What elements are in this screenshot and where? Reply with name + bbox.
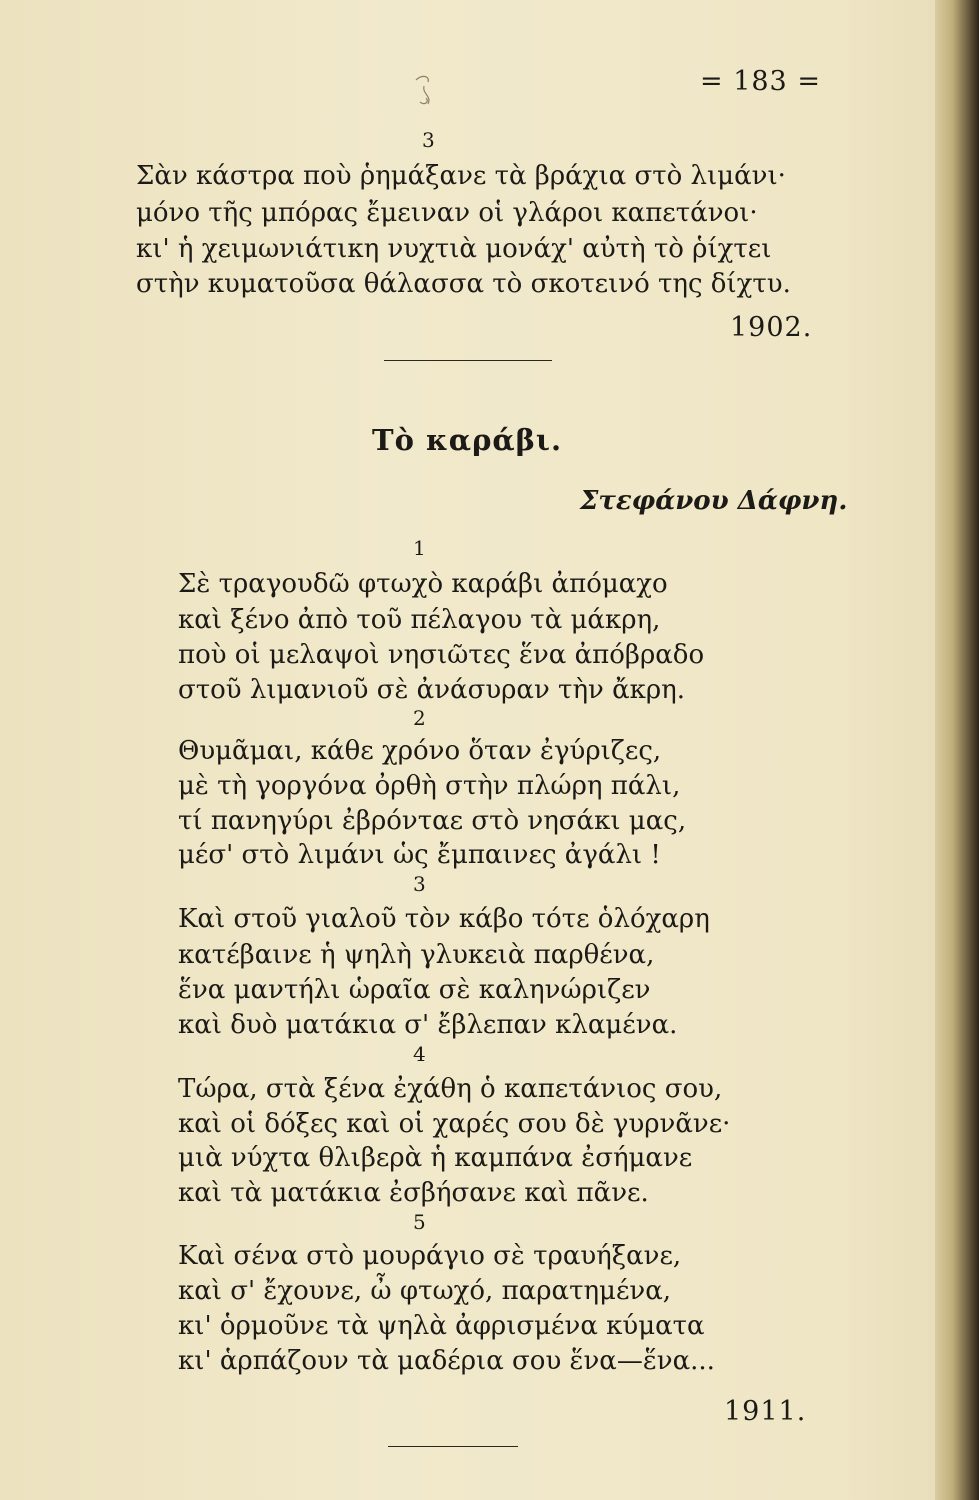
verse-line: Σὰν κάστρα ποὺ ῥημάξανε τὰ βράχια στὸ λιμάνι· [136, 161, 786, 191]
book-spine-shadow [935, 0, 979, 1500]
verse-line: Καὶ στοῦ γιαλοῦ τὸν κάβο τότε ὁλόχαρη [178, 904, 710, 934]
stanza-number: 1 [413, 536, 426, 560]
verse-line: καὶ δυὸ ματάκια σ' ἔβλεπαν κλαμένα. [178, 1010, 678, 1040]
verse-line: κι' ἡ χειμωνιάτικη νυχτιὰ μονάχ' αὐτὴ τὸ ῥίχτει [136, 234, 772, 264]
verse-line: κι' ὁρμοῦνε τὰ ψηλὰ ἀφρισμένα κύματα [178, 1311, 705, 1341]
verse-line: καὶ οἱ δόξες καὶ οἱ χαρές σου δὲ γυρνᾶνε· [178, 1109, 731, 1139]
stanza-number: 2 [413, 706, 426, 730]
section-divider [388, 1446, 518, 1447]
verse-line: Τώρα, στὰ ξένα ἐχάθη ὁ καπετάνιος σου, [178, 1074, 723, 1104]
verse-line: κι' ἁρπάζουν τὰ μαδέρια σου ἕνα—ἕνα... [178, 1346, 715, 1376]
verse-line: στὴν κυματοῦσα θάλασσα τὸ σκοτεινό της δίχτυ. [136, 269, 791, 299]
verse-line: μὲ τὴ γοργόνα ὀρθὴ στὴν πλώρη πάλι, [178, 771, 681, 801]
stanza-number: 3 [413, 872, 426, 896]
verse-line: μέσ' στὸ λιμάνι ὡς ἔμπαινες ἀγάλι ! [178, 840, 661, 870]
pencil-mark-icon [410, 72, 440, 112]
verse-line: ποὺ οἱ μελαψοὶ νησιῶτες ἕνα ἀπόβραδο [178, 640, 705, 670]
verse-line: καὶ ξένο ἀπὸ τοῦ πέλαγου τὰ μάκρη, [178, 605, 661, 635]
verse-line: μιὰ νύχτα θλιβερὰ ἡ καμπάνα ἐσήμανε [178, 1143, 693, 1173]
verse-line: μόνο τῆς μπόρας ἔμειναν οἱ γλάροι καπετάνοι· [136, 198, 758, 228]
verse-line: τί πανηγύρι ἐβρόνταε στὸ νησάκι μας, [178, 806, 687, 836]
section-divider [384, 360, 552, 361]
poem-year: 1911. [724, 1396, 807, 1427]
poem-year: 1902. [730, 312, 813, 343]
verse-line: ἕνα μαντήλι ὡραῖα σὲ καληνώριζεν [178, 975, 651, 1005]
poem-title: Τὸ καράβι. [372, 423, 563, 457]
verse-line: καὶ σ' ἔχουνε, ὦ φτωχό, παρατημένα, [178, 1276, 672, 1306]
poem-author: Στεφάνου Δάφνη. [580, 486, 848, 516]
verse-line: στοῦ λιμανιοῦ σὲ ἀνάσυραν τὴν ἄκρη. [178, 675, 686, 705]
verse-line: καὶ τὰ ματάκια ἐσβήσανε καὶ πᾶνε. [178, 1178, 649, 1208]
verse-line: κατέβαινε ἡ ψηλὴ γλυκειὰ παρθένα, [178, 940, 655, 970]
stanza-number: 4 [413, 1042, 426, 1066]
stanza-number: 3 [422, 128, 435, 152]
verse-line: Θυμᾶμαι, κάθε χρόνο ὅταν ἐγύριζες, [178, 736, 662, 766]
verse-line: Καὶ σένα στὸ μουράγιο σὲ τραυήξανε, [178, 1241, 682, 1271]
page-number: = 183 = [700, 66, 821, 97]
stanza-number: 5 [413, 1210, 426, 1234]
verse-line: Σὲ τραγουδῶ φτωχὸ καράβι ἀπόμαχο [178, 569, 668, 599]
